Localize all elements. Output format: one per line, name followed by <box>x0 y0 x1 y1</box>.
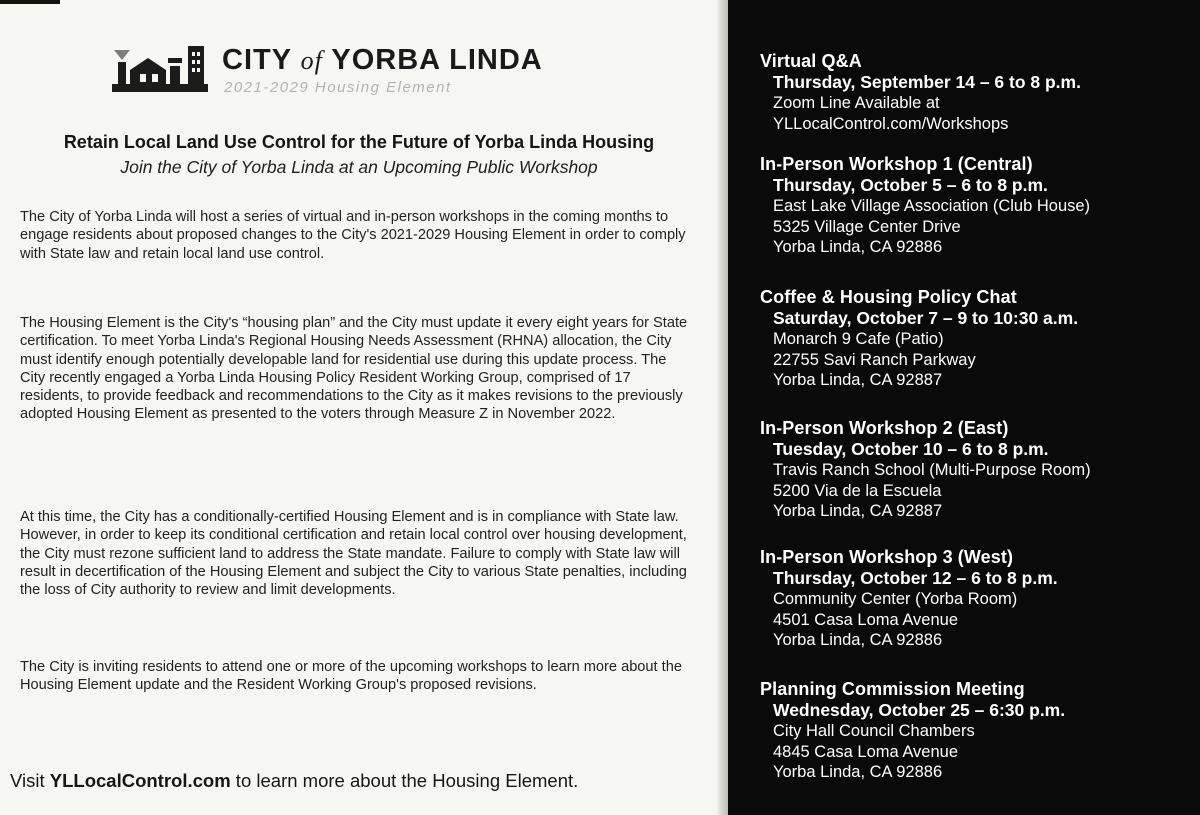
event-city: Yorba Linda, CA 92886 <box>773 238 943 256</box>
event-workshops-link[interactable]: YLLocalControl.com/Workshops <box>773 114 1009 133</box>
event-title: Virtual Q&A <box>760 51 862 71</box>
event-date: Tuesday, October 10 – 6 to 8 p.m. <box>773 439 1049 459</box>
compliance-paragraph: At this time, the City has a conditionally-certified Housing Element and is in compliance with State law. However, in order to keep its conditional certification and retain local control over housing development, the City must rezone sufficient land to address the State mandate. Failure to comply with State law will result in decertification of the Housing Element and subject the City to various State penalties, including the loss of City authority to review and limit developments. <box>20 509 687 599</box>
event-title: In-Person Workshop 2 (East) <box>760 418 1009 438</box>
event-address: 5325 Village Center Drive <box>773 217 961 236</box>
event-date: Saturday, October 7 – 9 to 10:30 a.m. <box>773 308 1079 328</box>
top-edge-strip <box>0 0 60 4</box>
city-skyline-logo-icon <box>112 44 212 96</box>
footer-cta <box>10 770 710 792</box>
footer-website-link[interactable]: YLLocalControl.com <box>49 770 231 791</box>
event-title: In-Person Workshop 3 (West) <box>760 547 1014 567</box>
event-venue: East Lake Village Association (Club House) <box>773 197 1091 215</box>
city-logo <box>112 44 592 100</box>
event-workshop-3 <box>760 546 1190 651</box>
event-planning-commission <box>760 678 1190 783</box>
event-coffee-chat <box>760 286 1190 391</box>
event-venue: Travis Ranch School (Multi-Purpose Room) <box>773 461 1091 479</box>
event-address: 4845 Casa Loma Avenue <box>773 742 959 761</box>
logo-city-name: YORBA LINDA <box>331 44 543 76</box>
event-date: Wednesday, October 25 – 6:30 p.m. <box>773 700 1066 720</box>
event-venue: Community Center (Yorba Room) <box>773 590 1018 608</box>
logo-city-prefix: CITY <box>222 44 292 76</box>
event-title: Planning Commission Meeting <box>760 679 1025 699</box>
event-title: Coffee & Housing Policy Chat <box>760 287 1017 307</box>
event-city: Yorba Linda, CA 92886 <box>773 631 943 649</box>
logo-of: of <box>300 46 323 75</box>
event-address: 4501 Casa Loma Avenue <box>773 610 959 629</box>
logo-title <box>222 44 543 77</box>
event-virtual-qa <box>760 50 1190 134</box>
flyer-headline: Retain Local Land Use Control for the Future of Yorba Linda Housing <box>63 132 655 152</box>
intro-paragraph: The City of Yorba Linda will host a series of virtual and in-person workshops in the coming months to engage residents about proposed changes to the City's 2021-2029 Housing Element in order to comply with State law and retain local land use control. <box>20 209 686 262</box>
event-title: In-Person Workshop 1 (Central) <box>760 154 1033 174</box>
flyer-subheadline: Join the City of Yorba Linda at an Upcoming Public Workshop <box>120 157 598 177</box>
footer-suffix: to learn more about the Housing Element. <box>230 770 579 791</box>
event-detail: Zoom Line Available at <box>773 94 940 112</box>
event-date: Thursday, October 12 – 6 to 8 p.m. <box>773 568 1058 588</box>
event-address: 5200 Via de la Escuela <box>773 481 942 500</box>
events-panel <box>728 0 1200 815</box>
event-city: Yorba Linda, CA 92887 <box>773 371 943 389</box>
housing-element-paragraph: The Housing Element is the City's “housing plan” and the City must update it every eight years for State certification. To meet Yorba Linda's Regional Housing Needs Assessment (RHNA) allocation, the City must identify enough potentially developable land for residential use during this update process. The City recently engaged a Yorba Linda Housing Policy Resident Working Group, comprised of 17 residents, to provide feedback and recommendations to the City as it makes revisions to the previously adopted Housing Element as presented to the voters through Measure Z in November 2022. <box>20 315 688 423</box>
invitation-paragraph: The City is inviting residents to attend one or more of the upcoming workshops to learn more about the Housing Element update and the Resident Working Group's proposed revisions. <box>20 659 682 694</box>
logo-subtitle: 2021-2029 Housing Element <box>224 79 452 96</box>
event-city: Yorba Linda, CA 92886 <box>773 763 943 781</box>
event-address: 22755 Savi Ranch Parkway <box>773 350 976 369</box>
fold-divider <box>716 0 728 815</box>
event-workshop-2 <box>760 417 1190 522</box>
event-date: Thursday, September 14 – 6 to 8 p.m. <box>773 72 1081 92</box>
event-date: Thursday, October 5 – 6 to 8 p.m. <box>773 175 1048 195</box>
event-venue: City Hall Council Chambers <box>773 722 975 740</box>
event-city: Yorba Linda, CA 92887 <box>773 502 943 520</box>
event-workshop-1 <box>760 153 1190 258</box>
footer-prefix: Visit <box>10 770 50 791</box>
event-venue: Monarch 9 Cafe (Patio) <box>773 330 944 348</box>
